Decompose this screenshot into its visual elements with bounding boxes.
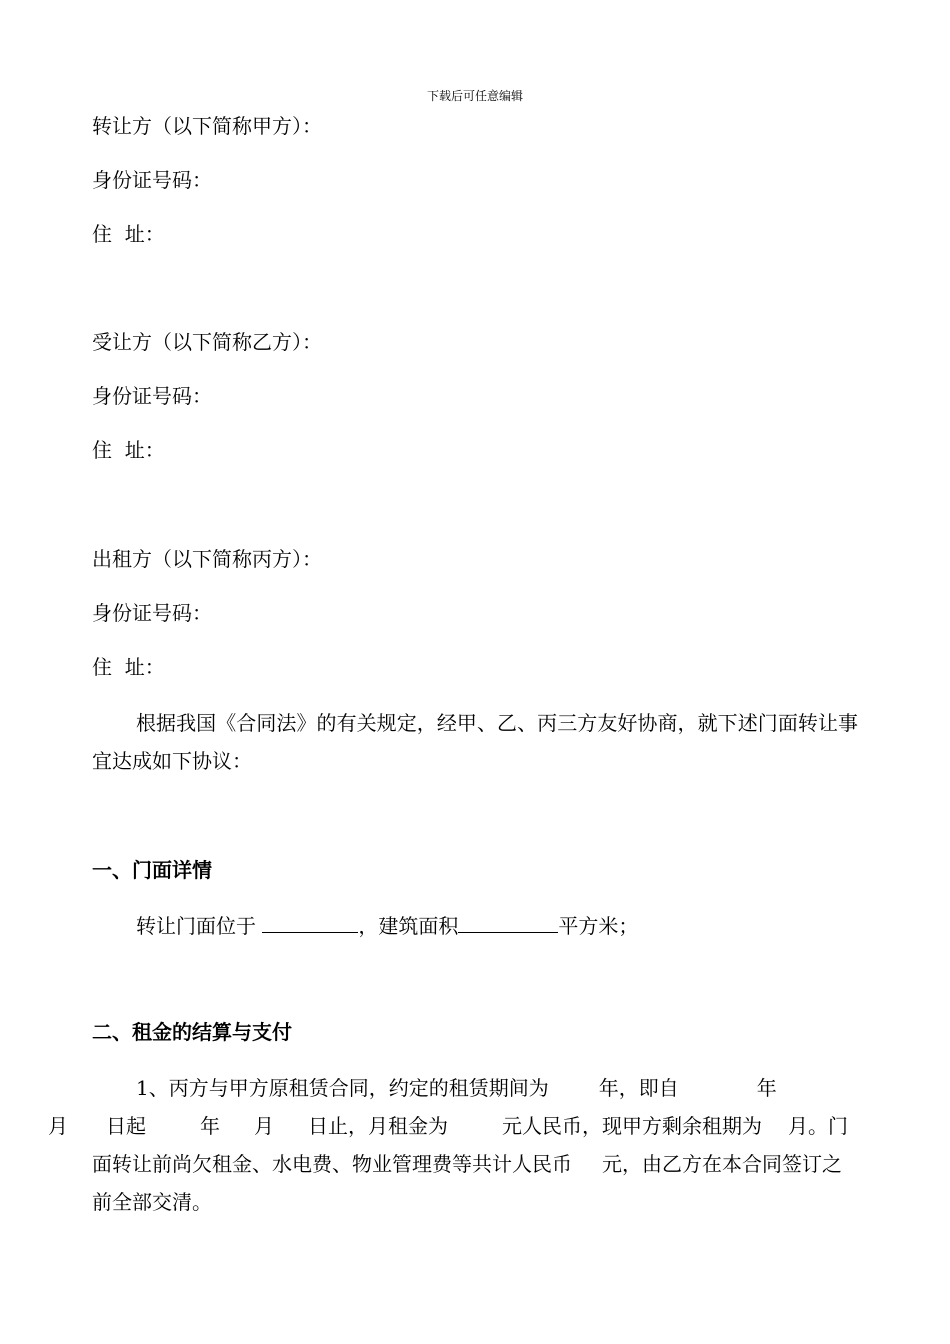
item1-part8: 日止，月租金为 bbox=[308, 1114, 448, 1138]
section2-item1 bbox=[48, 1069, 858, 1221]
section1-heading: 一、门面详情 bbox=[92, 858, 212, 882]
page-header-note: 下载后可任意编辑 bbox=[426, 89, 523, 103]
location-blank[interactable] bbox=[262, 910, 358, 933]
item1-part2: 年，即自 bbox=[598, 1076, 679, 1100]
party-c-id-label: 身份证号码： bbox=[92, 601, 212, 625]
item1-part4: 月 bbox=[48, 1114, 68, 1138]
area-unit: 平方米； bbox=[558, 914, 639, 938]
item1-part9: 元人民币，现甲方剩余租期为 bbox=[502, 1114, 762, 1138]
party-b-id-label: 身份证号码： bbox=[92, 384, 212, 408]
item1-part1: 1、丙方与甲方原租赁合同，约定的租赁期间为 bbox=[136, 1076, 549, 1100]
section2-heading: 二、租金的结算与支付 bbox=[92, 1020, 292, 1044]
party-b-title: 受让方（以下简称乙方）： bbox=[92, 330, 322, 354]
area-blank[interactable] bbox=[458, 910, 558, 933]
party-c-address-label: 住 址： bbox=[92, 655, 165, 679]
party-a-id-label: 身份证号码： bbox=[92, 168, 212, 192]
party-b-address-label: 住 址： bbox=[92, 438, 165, 462]
section1-details bbox=[136, 910, 638, 940]
item1-part10: 月。门面转让前尚欠租金、水电费、物业管理费等共计人民币 bbox=[92, 1114, 848, 1176]
item1-part5: 日起 bbox=[106, 1114, 146, 1138]
item1-part11: 元，由乙方在本合同签订之前全部交清。 bbox=[92, 1152, 842, 1214]
item1-part6: 年 bbox=[200, 1114, 220, 1138]
location-label: 转让门面位于 bbox=[136, 914, 263, 938]
item1-part7: 月 bbox=[254, 1114, 274, 1138]
party-c-title: 出租方（以下简称丙方）： bbox=[92, 547, 322, 571]
item1-part3: 年 bbox=[756, 1076, 777, 1100]
party-a-address-label: 住 址： bbox=[92, 222, 165, 246]
intro-paragraph: 根据我国《合同法》的有关规定，经甲、乙、丙三方友好协商，就下述门面转让事宜达成如下协议： bbox=[92, 711, 858, 773]
party-a-title: 转让方（以下简称甲方）： bbox=[92, 114, 322, 138]
area-label: ，建筑面积 bbox=[358, 914, 459, 938]
